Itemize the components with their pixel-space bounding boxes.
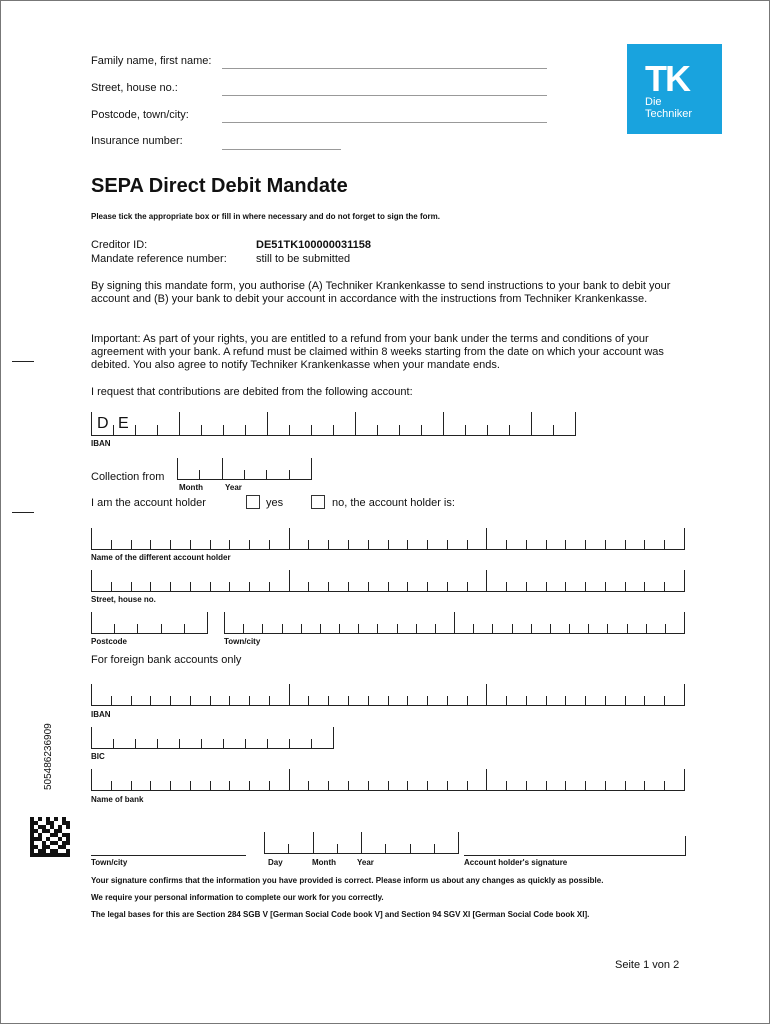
- comb-tick: [407, 540, 408, 550]
- comb-tick: [607, 624, 608, 634]
- comb-tick: [210, 582, 211, 592]
- comb-tick: [190, 696, 191, 706]
- signature-holder-label: Account holder's signature: [464, 858, 568, 867]
- logo-line2: Techniker: [645, 108, 693, 120]
- comb-tick: [388, 696, 389, 706]
- comb-tick: [388, 582, 389, 592]
- comb-tick: [150, 540, 151, 550]
- comb-tick: [355, 412, 356, 436]
- comb-tick: [328, 540, 329, 550]
- insurance-number-label: Insurance number:: [91, 135, 183, 147]
- bic-comb[interactable]: [91, 727, 334, 749]
- town-comb[interactable]: [224, 612, 685, 634]
- side-document-code: 505486236909: [43, 723, 54, 790]
- comb-tick: [407, 582, 408, 592]
- comb-tick: [223, 739, 224, 749]
- comb-tick: [646, 624, 647, 634]
- comb-tick: [407, 696, 408, 706]
- comb-tick: [111, 781, 112, 791]
- comb-tick: [170, 781, 171, 791]
- comb-tick: [229, 582, 230, 592]
- comb-tick: [531, 624, 532, 634]
- comb-tick: [311, 739, 312, 749]
- comb-tick: [267, 739, 268, 749]
- comb-tick: [264, 832, 265, 854]
- comb-tick: [506, 540, 507, 550]
- page-number: Seite 1 von 2: [615, 959, 680, 971]
- comb-tick: [546, 540, 547, 550]
- comb-tick: [308, 540, 309, 550]
- comb-tick: [170, 582, 171, 592]
- comb-tick: [486, 528, 487, 550]
- comb-tick: [229, 696, 230, 706]
- comb-tick: [526, 582, 527, 592]
- comb-tick: [223, 425, 224, 436]
- comb-tick: [229, 540, 230, 550]
- comb-tick: [135, 425, 136, 436]
- comb-tick: [91, 570, 92, 592]
- comb-tick: [427, 781, 428, 791]
- postcode-comb[interactable]: [91, 612, 208, 634]
- comb-tick: [644, 696, 645, 706]
- comb-tick: [262, 624, 263, 634]
- iban-char-d: D: [97, 415, 109, 432]
- comb-tick: [447, 781, 448, 791]
- comb-tick: [447, 582, 448, 592]
- postcode-label: Postcode, town/city:: [91, 109, 189, 121]
- comb-tick: [605, 781, 606, 791]
- mandate-ref-label: Mandate reference number:: [91, 253, 227, 265]
- comb-tick: [427, 696, 428, 706]
- comb-tick: [113, 739, 114, 749]
- comb-tick: [664, 781, 665, 791]
- bic-label: BIC: [91, 752, 105, 761]
- comb-tick: [348, 781, 349, 791]
- collection-year-label: Year: [225, 483, 242, 492]
- bank-name-comb[interactable]: [91, 769, 685, 791]
- comb-tick: [249, 781, 250, 791]
- comb-tick: [170, 696, 171, 706]
- comb-tick: [249, 582, 250, 592]
- comb-tick: [526, 540, 527, 550]
- comb-tick: [91, 727, 92, 749]
- comb-tick: [388, 781, 389, 791]
- comb-tick: [308, 582, 309, 592]
- comb-tick: [465, 425, 466, 436]
- comb-tick: [368, 540, 369, 550]
- comb-tick: [131, 781, 132, 791]
- comb-tick: [282, 624, 283, 634]
- comb-tick: [150, 582, 151, 592]
- comb-tick: [377, 425, 378, 436]
- street-comb-label: Street, house no.: [91, 595, 156, 604]
- postcode-field[interactable]: [222, 122, 547, 123]
- iban-comb-field[interactable]: [91, 412, 576, 436]
- comb-tick: [111, 696, 112, 706]
- instruction-text: Please tick the appropriate box or fill in where necessary and do not forget to sign the form.: [91, 212, 440, 221]
- comb-tick: [368, 781, 369, 791]
- comb-tick: [407, 781, 408, 791]
- comb-tick: [348, 540, 349, 550]
- comb-tick: [664, 696, 665, 706]
- comb-tick: [385, 844, 386, 854]
- comb-tick: [550, 624, 551, 634]
- datamatrix-code: [30, 817, 70, 857]
- comb-tick: [368, 696, 369, 706]
- comb-tick: [199, 470, 200, 480]
- comb-tick: [506, 696, 507, 706]
- comb-tick: [397, 624, 398, 634]
- comb-tick: [506, 781, 507, 791]
- comb-tick: [207, 612, 208, 634]
- comb-tick: [625, 696, 626, 706]
- comb-tick: [339, 624, 340, 634]
- comb-tick: [311, 458, 312, 480]
- comb-tick: [210, 696, 211, 706]
- iban-label: IBAN: [91, 439, 111, 448]
- comb-tick: [361, 832, 362, 854]
- signature-town-field[interactable]: [91, 855, 246, 856]
- mandate-ref-value: still to be submitted: [256, 253, 351, 265]
- logo-mark: TK: [645, 58, 689, 99]
- comb-tick: [585, 540, 586, 550]
- iban-char-e: E: [118, 415, 129, 432]
- comb-tick: [421, 425, 422, 436]
- comb-tick: [358, 624, 359, 634]
- street-comb[interactable]: [91, 570, 685, 592]
- comb-tick: [113, 425, 114, 436]
- comb-tick: [458, 832, 459, 854]
- comb-tick: [269, 582, 270, 592]
- comb-tick: [467, 582, 468, 592]
- comb-tick: [190, 781, 191, 791]
- collection-month-label: Month: [179, 483, 203, 492]
- comb-tick: [224, 612, 225, 634]
- comb-tick: [320, 624, 321, 634]
- comb-tick: [492, 624, 493, 634]
- comb-tick: [269, 696, 270, 706]
- comb-tick: [222, 458, 223, 480]
- comb-tick: [131, 696, 132, 706]
- comb-tick: [410, 844, 411, 854]
- comb-tick: [135, 739, 136, 749]
- signature-field[interactable]: [464, 855, 685, 856]
- comb-tick: [269, 540, 270, 550]
- comb-tick: [467, 781, 468, 791]
- comb-tick: [553, 425, 554, 436]
- comb-tick: [289, 684, 290, 706]
- comb-tick: [179, 739, 180, 749]
- comb-tick: [585, 781, 586, 791]
- comb-tick: [588, 624, 589, 634]
- comb-tick: [177, 458, 178, 480]
- comb-tick: [565, 582, 566, 592]
- comb-tick: [289, 470, 290, 480]
- request-paragraph: I request that contributions are debited from the following account:: [91, 386, 413, 398]
- signature-year-label: Year: [357, 858, 374, 867]
- comb-tick: [348, 696, 349, 706]
- comb-tick: [377, 624, 378, 634]
- tk-logo: [627, 44, 722, 134]
- comb-tick: [111, 540, 112, 550]
- comb-tick: [427, 582, 428, 592]
- comb-tick: [150, 781, 151, 791]
- comb-tick: [179, 412, 180, 436]
- comb-baseline: [91, 633, 208, 634]
- account-holder-label: I am the account holder: [91, 497, 206, 509]
- comb-tick: [111, 582, 112, 592]
- comb-tick: [91, 612, 92, 634]
- family-name-label: Family name, first name:: [91, 55, 212, 67]
- comb-tick: [243, 624, 244, 634]
- holder-yes-checkbox[interactable]: [246, 495, 260, 509]
- comb-tick: [289, 570, 290, 592]
- footer-note-1: Your signature confirms that the information you have provided is correct. Please inform us about any changes as quickly as possible.: [91, 876, 604, 885]
- comb-tick: [184, 624, 185, 634]
- comb-tick: [526, 781, 527, 791]
- comb-tick: [328, 696, 329, 706]
- comb-tick: [150, 696, 151, 706]
- comb-tick: [91, 684, 92, 706]
- comb-tick: [644, 781, 645, 791]
- comb-tick: [546, 696, 547, 706]
- comb-tick: [308, 781, 309, 791]
- comb-tick: [684, 528, 685, 550]
- comb-tick: [627, 624, 628, 634]
- comb-tick: [328, 582, 329, 592]
- comb-tick: [625, 582, 626, 592]
- authorisation-paragraph: By signing this mandate form, you authorise (A) Techniker Krankenkasse to send instructions to your bank to debit your account and (B) your bank to debit your account in accordance with the instructions from Techniker Krankenkasse.: [91, 280, 671, 305]
- comb-tick: [157, 425, 158, 436]
- comb-tick: [506, 582, 507, 592]
- comb-tick: [399, 425, 400, 436]
- refund-paragraph: Important: As part of your rights, you are entitled to a refund from your bank under the terms and conditions of your agreement with your bank. A refund must be claimed within 8 weeks starting from the date on which your account was debited. You also agree to notify Techniker Krankenkasse when your mandate ends.: [91, 333, 664, 371]
- street-field[interactable]: [222, 95, 547, 96]
- comb-tick: [301, 624, 302, 634]
- comb-tick: [313, 832, 314, 854]
- comb-tick: [684, 612, 685, 634]
- collection-date-comb[interactable]: [177, 458, 312, 480]
- comb-tick: [244, 470, 245, 480]
- comb-tick: [229, 781, 230, 791]
- signature-day-label: Day: [268, 858, 283, 867]
- comb-tick: [486, 570, 487, 592]
- datamatrix-module: [66, 853, 70, 857]
- comb-tick: [161, 624, 162, 634]
- comb-tick: [486, 769, 487, 791]
- comb-tick: [447, 696, 448, 706]
- comb-tick: [289, 739, 290, 749]
- holder-yes-label: yes: [266, 497, 284, 509]
- comb-tick: [427, 540, 428, 550]
- signature-date-comb[interactable]: [264, 832, 459, 854]
- comb-tick: [289, 528, 290, 550]
- comb-tick: [605, 696, 606, 706]
- comb-tick: [454, 612, 455, 634]
- comb-tick: [190, 540, 191, 550]
- footer-note-2: We require your personal information to complete our work for you correctly.: [91, 893, 384, 902]
- comb-tick: [266, 470, 267, 480]
- page-title: SEPA Direct Debit Mandate: [91, 175, 348, 197]
- town-comb-label: Town/city: [224, 637, 261, 646]
- holder-no-label: no, the account holder is:: [332, 497, 455, 509]
- comb-tick: [605, 540, 606, 550]
- family-name-field[interactable]: [222, 68, 547, 69]
- comb-tick: [684, 684, 685, 706]
- footer-note-3: The legal bases for this are Section 284 SGB V [German Social Code book V] and Section 94 SGV XI [German Social Code book XI].: [91, 910, 590, 919]
- comb-tick: [467, 696, 468, 706]
- comb-tick: [509, 425, 510, 436]
- comb-tick: [91, 528, 92, 550]
- comb-tick: [569, 624, 570, 634]
- insurance-number-field[interactable]: [222, 149, 341, 150]
- comb-tick: [443, 412, 444, 436]
- comb-tick: [487, 425, 488, 436]
- comb-tick: [131, 540, 132, 550]
- comb-tick: [486, 684, 487, 706]
- comb-tick: [416, 624, 417, 634]
- comb-tick: [348, 582, 349, 592]
- comb-tick: [512, 624, 513, 634]
- comb-tick: [531, 412, 532, 436]
- comb-tick: [664, 540, 665, 550]
- comb-tick: [664, 582, 665, 592]
- comb-tick: [328, 781, 329, 791]
- comb-tick: [684, 769, 685, 791]
- comb-tick: [565, 540, 566, 550]
- comb-tick: [473, 624, 474, 634]
- comb-tick: [157, 739, 158, 749]
- comb-tick: [333, 425, 334, 436]
- comb-baseline: [91, 748, 334, 749]
- comb-tick: [114, 624, 115, 634]
- comb-tick: [337, 844, 338, 854]
- foreign-iban-comb[interactable]: [91, 684, 685, 706]
- comb-tick: [526, 696, 527, 706]
- collection-from-label: Collection from: [91, 471, 165, 483]
- comb-tick: [575, 412, 576, 436]
- comb-tick: [190, 582, 191, 592]
- creditor-id-value: DE51TK100000031158: [256, 239, 371, 251]
- comb-tick: [249, 696, 250, 706]
- comb-tick: [333, 727, 334, 749]
- different-holder-label: Name of the different account holder: [91, 553, 231, 562]
- comb-tick: [665, 624, 666, 634]
- comb-tick: [201, 425, 202, 436]
- comb-tick: [644, 582, 645, 592]
- comb-tick: [131, 582, 132, 592]
- comb-tick: [245, 739, 246, 749]
- comb-tick: [91, 412, 92, 436]
- comb-tick: [644, 540, 645, 550]
- fold-mark-bottom: [12, 512, 34, 513]
- foreign-iban-label: IBAN: [91, 710, 111, 719]
- comb-tick: [565, 781, 566, 791]
- creditor-id-label: Creditor ID:: [91, 239, 148, 251]
- comb-tick: [368, 582, 369, 592]
- comb-tick: [288, 844, 289, 854]
- comb-tick: [434, 844, 435, 854]
- fold-mark-top: [12, 361, 34, 362]
- comb-tick: [388, 540, 389, 550]
- comb-tick: [625, 540, 626, 550]
- postcode-comb-label: Postcode: [91, 637, 128, 646]
- comb-tick: [467, 540, 468, 550]
- comb-tick: [267, 412, 268, 436]
- comb-tick: [546, 781, 547, 791]
- comb-tick: [605, 582, 606, 592]
- signature-month-label: Month: [312, 858, 336, 867]
- comb-tick: [91, 769, 92, 791]
- comb-tick: [308, 696, 309, 706]
- different-holder-comb[interactable]: [91, 528, 685, 550]
- signature-end-tick: [685, 836, 686, 856]
- comb-tick: [170, 540, 171, 550]
- comb-tick: [447, 540, 448, 550]
- comb-tick: [585, 696, 586, 706]
- comb-tick: [625, 781, 626, 791]
- street-label: Street, house no.:: [91, 82, 178, 94]
- signature-town-label: Town/city: [91, 858, 128, 867]
- comb-tick: [289, 425, 290, 436]
- comb-tick: [249, 540, 250, 550]
- comb-tick: [546, 582, 547, 592]
- comb-tick: [201, 739, 202, 749]
- comb-tick: [289, 769, 290, 791]
- comb-tick: [210, 540, 211, 550]
- comb-tick: [137, 624, 138, 634]
- foreign-accounts-heading: For foreign bank accounts only: [91, 654, 242, 666]
- comb-tick: [245, 425, 246, 436]
- holder-no-checkbox[interactable]: [311, 495, 325, 509]
- comb-tick: [311, 425, 312, 436]
- comb-tick: [210, 781, 211, 791]
- comb-tick: [684, 570, 685, 592]
- comb-tick: [435, 624, 436, 634]
- comb-tick: [585, 582, 586, 592]
- bank-name-label: Name of bank: [91, 795, 144, 804]
- logo-line1: Die: [645, 96, 662, 108]
- comb-tick: [565, 696, 566, 706]
- comb-tick: [269, 781, 270, 791]
